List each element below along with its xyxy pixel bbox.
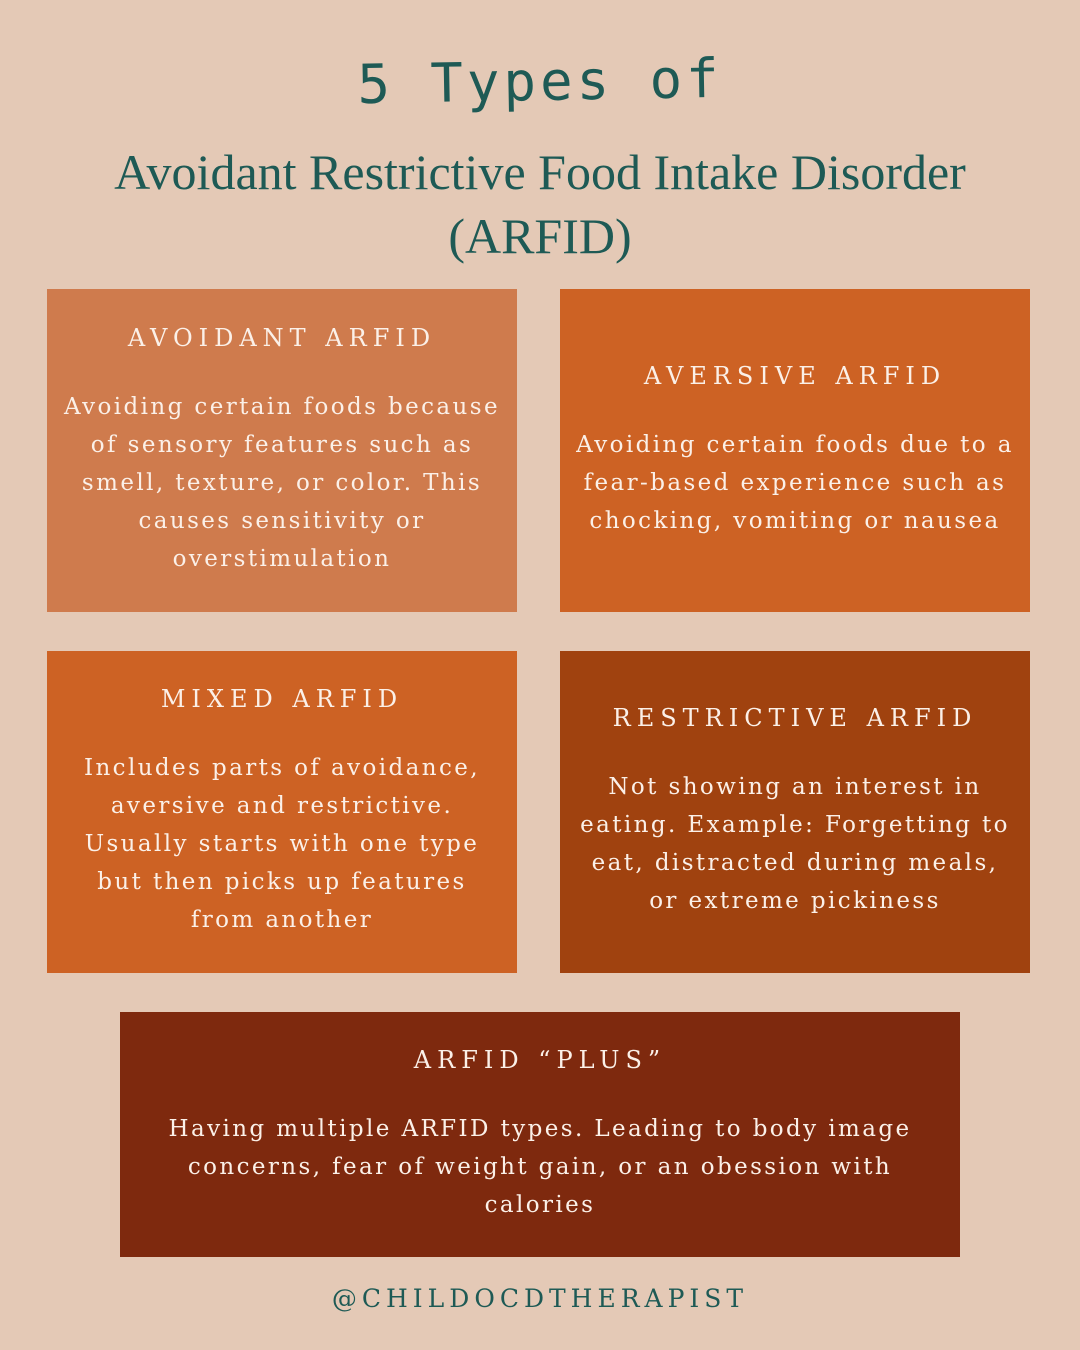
card-aversive-arfid	[560, 289, 1030, 612]
card-avoidant-arfid	[47, 289, 517, 612]
card-description: Includes parts of avoidance, aversive and restrictive. Usually starts with one type but then picks up features from another	[83, 755, 481, 933]
card-arfid-plus	[120, 1012, 960, 1257]
footer-handle: @CHILDOCDTHERAPIST	[331, 1284, 749, 1313]
card-description: Avoiding certain foods because of sensory features such as smell, texture, or color. This causes sensitivity or overstimulation	[64, 393, 500, 572]
card-title: MIXED ARFID	[160, 685, 404, 713]
card-mixed-arfid	[47, 651, 517, 973]
card-restrictive-arfid	[560, 651, 1030, 973]
card-description: Having multiple ARFID types. Leading to body image concerns, fear of weight gain, or an obession with calories	[168, 1115, 912, 1218]
page-title-line2: (ARFID)	[448, 208, 632, 264]
card-description: Avoiding certain foods due to a fear-based experience such as chocking, vomiting or nausea	[576, 431, 1014, 534]
title-handwritten: 5 Types of	[356, 46, 724, 117]
card-title: RESTRICTIVE ARFID	[612, 704, 978, 732]
card-title: AVERSIVE ARFID	[643, 361, 947, 390]
page-title-line1: Avoidant Restrictive Food Intake Disorder	[114, 144, 966, 200]
card-title: ARFID “PLUS”	[413, 1045, 667, 1074]
card-description: Not showing an interest in eating. Example: Forgetting to eat, distracted during meals, or extreme pickiness	[580, 774, 1010, 914]
card-title: AVOIDANT ARFID	[127, 323, 437, 352]
page-title	[0, 140, 1080, 268]
